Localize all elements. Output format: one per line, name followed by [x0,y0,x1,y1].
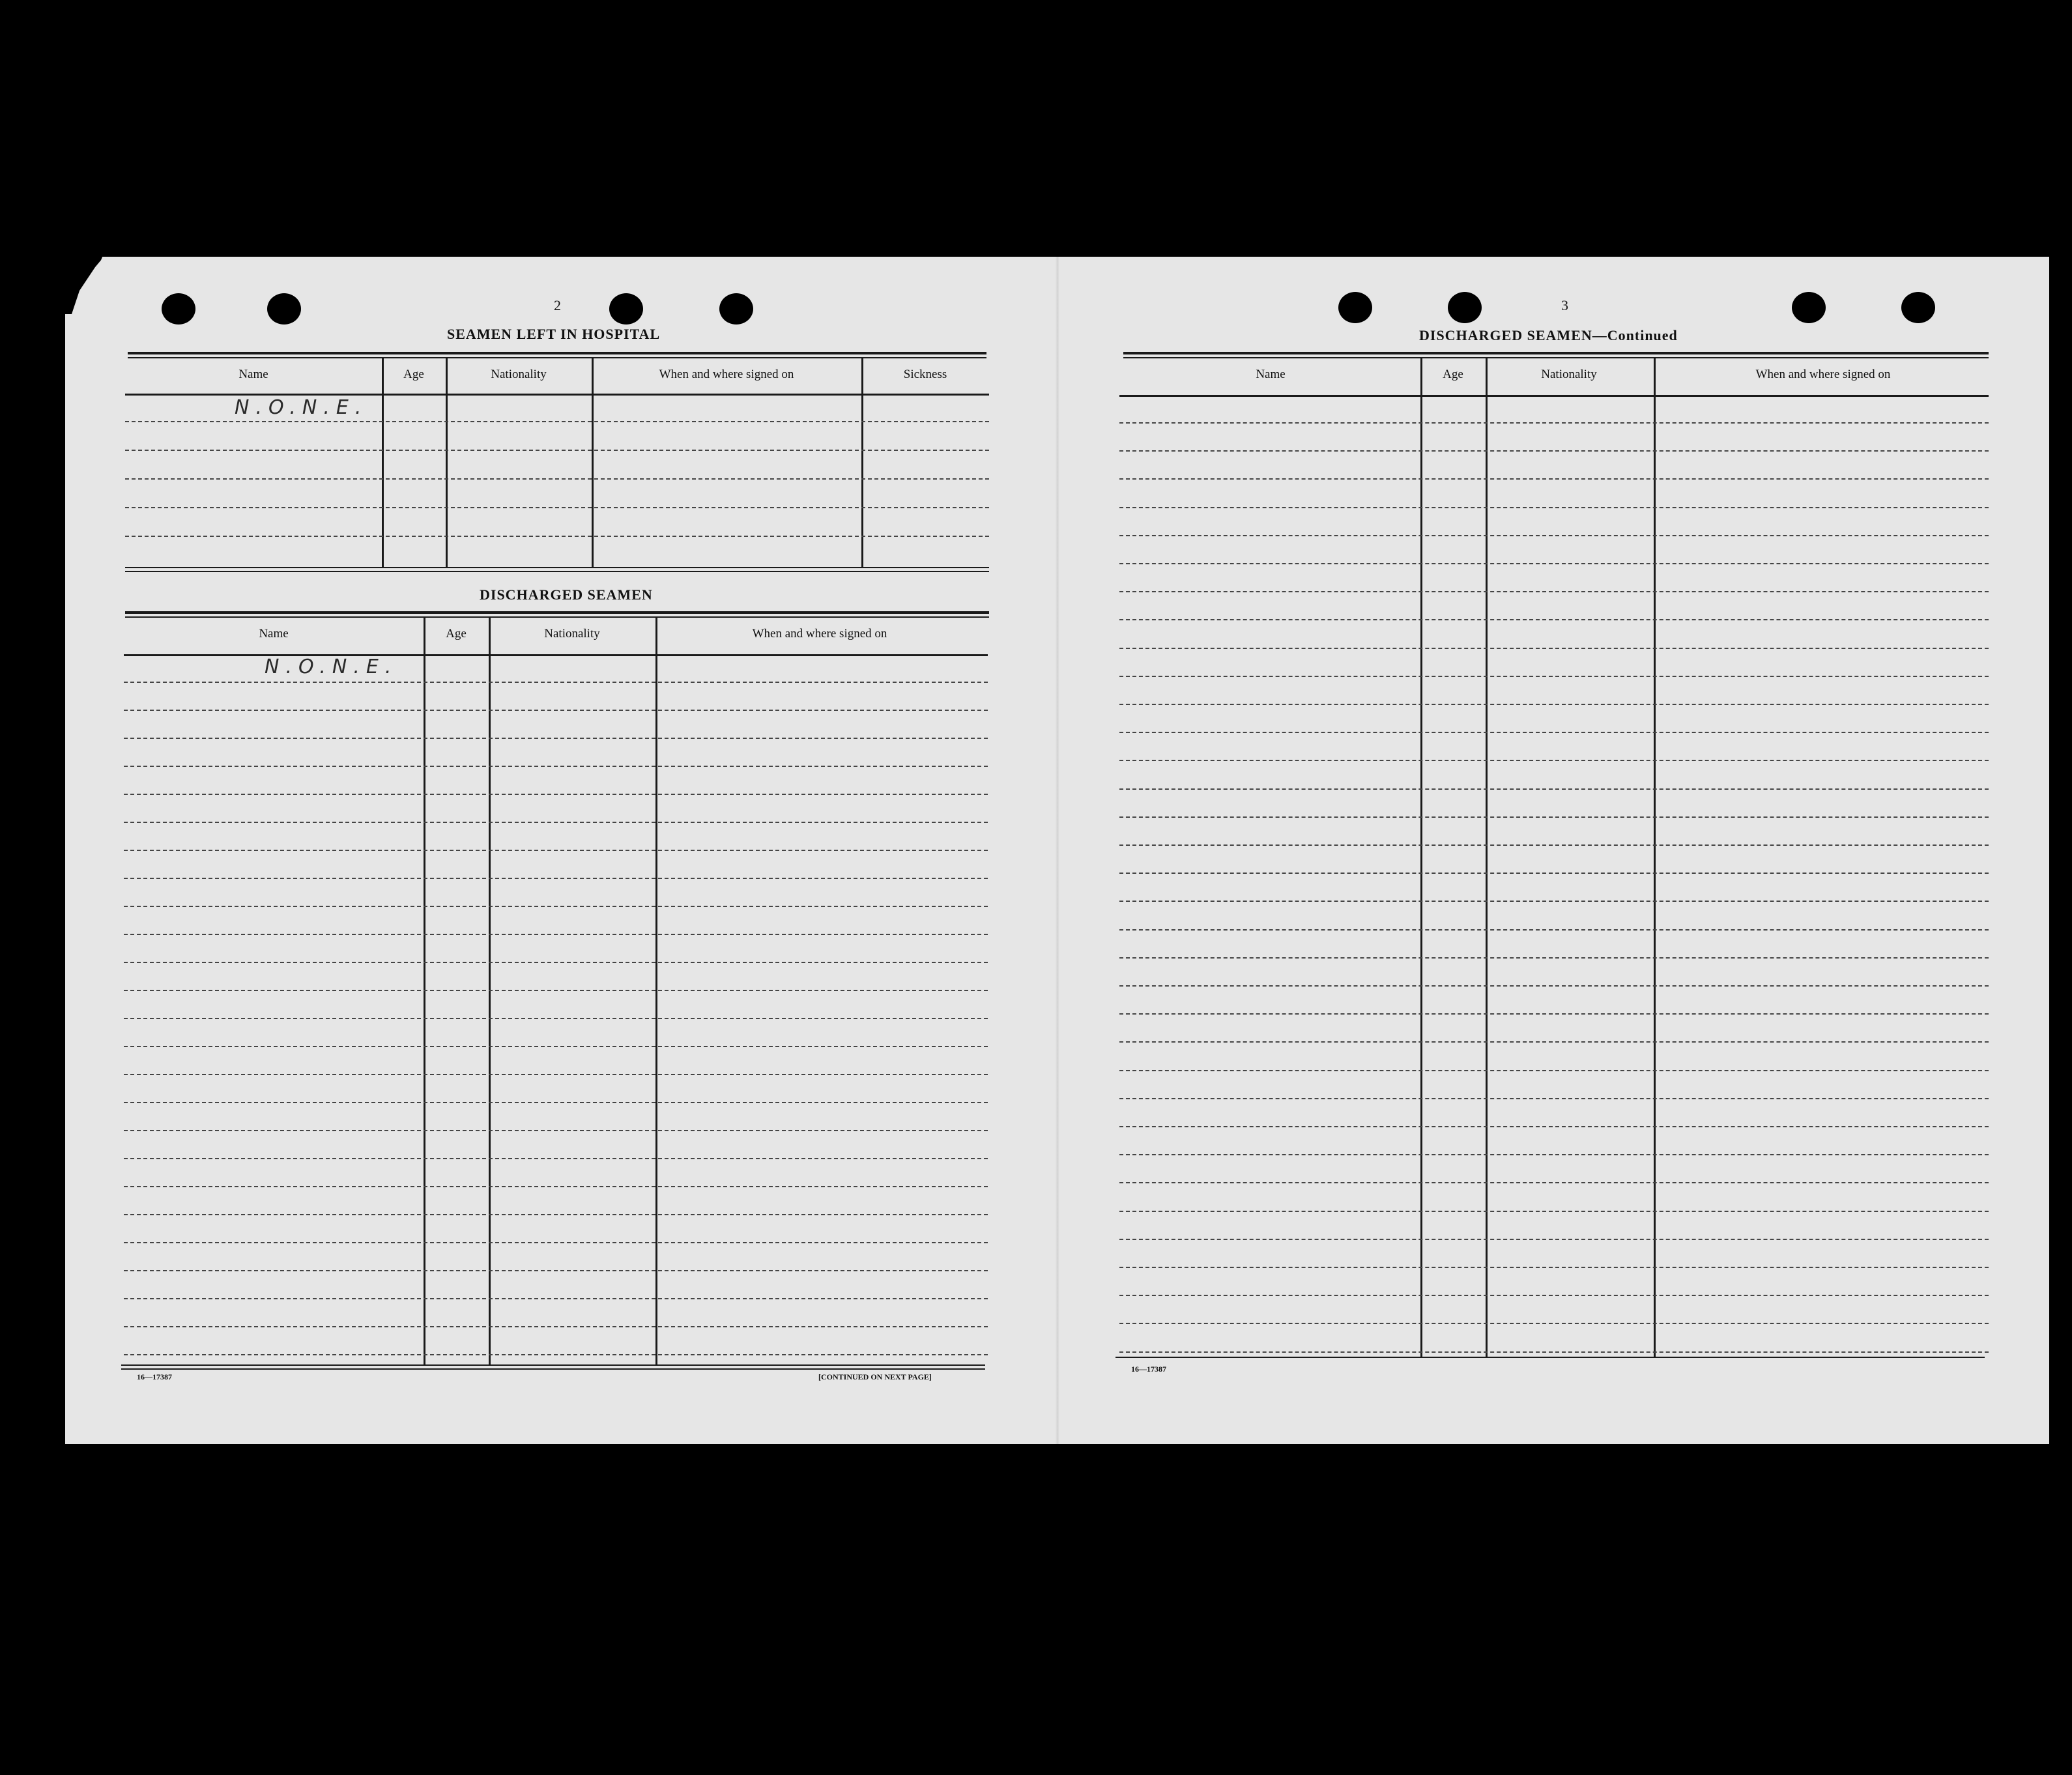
table-row-line [1119,929,1989,931]
table-row-line [124,1326,988,1327]
punch-hole [267,293,301,325]
table-row-line [1119,1351,1989,1353]
table-row-line [124,850,988,851]
table-row-line [124,710,988,711]
table-row-line [1119,901,1989,902]
table-row-line [1119,1041,1989,1043]
table-row-line [124,906,988,907]
table-row-line [1119,957,1989,959]
hospital-section-title: SEAMEN LEFT IN HOSPITAL [447,326,661,342]
table-row-line [1119,1126,1989,1127]
table-row-line [124,682,988,683]
table-row-line [124,1130,988,1131]
punch-hole [1792,292,1826,323]
table-row-line [1119,507,1989,508]
table-row-line [124,990,988,991]
table-row-line [1119,591,1989,592]
table-row-line [1119,732,1989,733]
table-row-line [124,794,988,795]
table-row-line [1119,563,1989,564]
hospital-top-rule [128,352,986,354]
table-row-line [1119,422,1989,424]
table-row-line [1119,1013,1989,1015]
table-row-line [1119,535,1989,536]
discharged-col-signed-on: When and where signed on [752,627,887,641]
table-row-line [124,934,988,935]
table-row-line [124,1270,988,1271]
table-row-line [124,1354,988,1355]
right-col-signed-on: When and where signed on [1755,368,1891,381]
hospital-col-name: Name [238,368,268,381]
punch-hole [162,293,195,325]
discharged-continued-title: DISCHARGED SEAMEN—Continued [1419,327,1678,343]
table-row-line [1119,450,1989,452]
table-row-line [124,962,988,963]
discharged-handwritten-entry: N.O.N.E. [265,656,398,678]
hospital-col-age: Age [403,368,424,381]
punch-hole [1338,292,1372,323]
table-row-line [1119,816,1989,818]
punch-hole [1448,292,1482,323]
punch-hole [609,293,643,325]
table-row-line [1119,648,1989,649]
form-sheet [65,257,2049,1444]
discharged-col-name: Name [259,627,289,641]
table-row-line [1119,1182,1989,1183]
table-row-line [124,766,988,767]
hospital-col-sickness: Sickness [903,368,947,381]
table-row-line [1119,676,1989,677]
table-row-line [1119,788,1989,790]
table-row-line [124,822,988,823]
punch-hole [1901,292,1935,323]
table-row-line [1119,873,1989,874]
table-row-line [124,1214,988,1215]
table-row-line [124,738,988,739]
discharged-col-age: Age [446,627,467,641]
table-row-line [1119,1323,1989,1324]
page-fold [1056,257,1059,1444]
continued-note: [CONTINUED ON NEXT PAGE] [818,1372,932,1381]
discharged-table-left [124,618,988,1363]
table-row-line [124,1102,988,1103]
right-col-name: Name [1256,368,1286,381]
table-row-line [1119,760,1989,761]
hospital-table [125,358,989,567]
right-col-age: Age [1443,368,1463,381]
table-row-line [1119,1239,1989,1240]
table-row-line [1119,1211,1989,1212]
table-row-line [1119,1154,1989,1155]
table-row-line [1119,478,1989,480]
table-row-line [124,1018,988,1019]
table-row-line [124,1158,988,1159]
table-row-line [124,878,988,879]
table-row-line [1119,704,1989,705]
page-number-left: 2 [554,297,561,313]
table-row-line [1119,1098,1989,1099]
table-row-line [1119,1070,1989,1071]
hospital-col-signed-on: When and where signed on [659,368,794,381]
table-row-line [1119,844,1989,846]
table-row-line [124,1074,988,1075]
page-number-right: 3 [1561,297,1568,313]
table-row-line [124,1046,988,1047]
table-row-line [124,1186,988,1187]
discharged-col-nationality: Nationality [544,627,600,641]
right-col-nationality: Nationality [1541,368,1597,381]
table-row-line [1119,1295,1989,1296]
discharged-table-right [1119,358,1989,1357]
table-row-line [1119,619,1989,620]
form-number-right: 16—17387 [1131,1364,1166,1374]
table-row-line [124,1242,988,1243]
hospital-col-nationality: Nationality [491,368,547,381]
table-row-line [124,1298,988,1299]
table-row-line [1119,1267,1989,1268]
punch-hole [719,293,753,325]
discharged-section-title: DISCHARGED SEAMEN [480,586,653,603]
table-row-line [1119,985,1989,987]
form-number-left: 16—17387 [137,1372,172,1381]
hospital-handwritten-entry: N.O.N.E. [235,396,368,419]
